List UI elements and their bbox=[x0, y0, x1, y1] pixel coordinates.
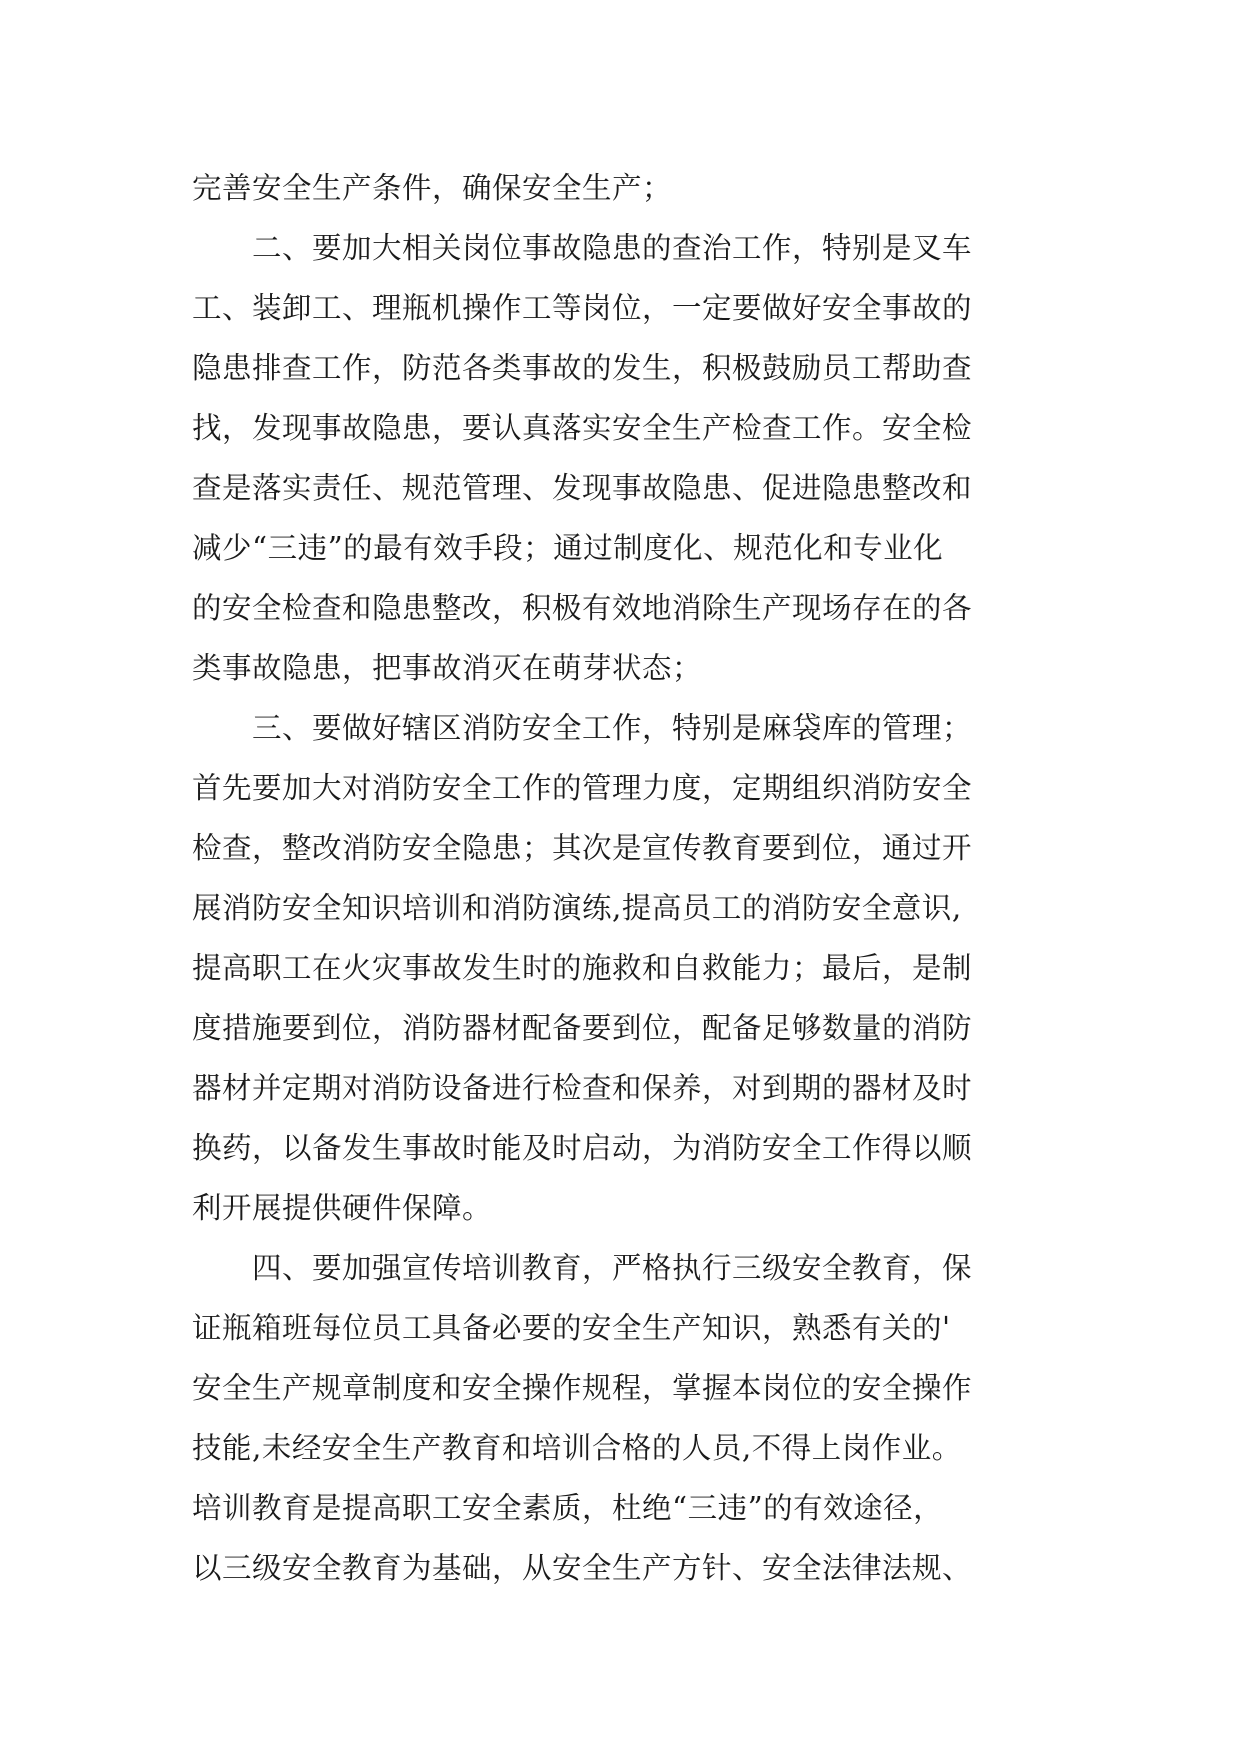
text-line: 隐患排查工作，防范各类事故的发生，积极鼓励员工帮助查 bbox=[192, 351, 973, 385]
text-line: 证瓶箱班每位员工具备必要的安全生产知识，熟悉有关的' bbox=[192, 1311, 951, 1345]
text-line: 工、装卸工、理瓶机操作工等岗位，一定要做好安全事故的 bbox=[192, 291, 973, 325]
text-line: 度措施要到位，消防器材配备要到位，配备足够数量的消防 bbox=[192, 1011, 973, 1045]
text-line: 找，发现事故隐患，要认真落实安全生产检查工作。安全检 bbox=[192, 411, 973, 445]
text-line: 首先要加大对消防安全工作的管理力度，定期组织消防安全 bbox=[192, 771, 973, 805]
text-line: 技能,未经安全生产教育和培训合格的人员,不得上岗作业。 bbox=[192, 1431, 962, 1465]
text-line: 查是落实责任、规范管理、发现事故隐患、促进隐患整改和 bbox=[192, 471, 973, 505]
text-line: 减少“三违”的最有效手段；通过制度化、规范化和专业化 bbox=[192, 531, 944, 565]
paragraph-first-line: 四、要加强宣传培训教育，严格执行三级安全教育，保 bbox=[252, 1251, 973, 1285]
text-line: 的安全检查和隐患整改，积极有效地消除生产现场存在的各 bbox=[192, 591, 973, 625]
text-line: 完善安全生产条件，确保安全生产； bbox=[192, 171, 673, 205]
text-line: 利开展提供硬件保障。 bbox=[192, 1191, 493, 1225]
document-body bbox=[192, 158, 1072, 1598]
text-line: 器材并定期对消防设备进行检查和保养，对到期的器材及时 bbox=[192, 1071, 973, 1105]
text-line: 换药，以备发生事故时能及时启动，为消防安全工作得以顺 bbox=[192, 1131, 973, 1165]
text-line: 安全生产规章制度和安全操作规程，掌握本岗位的安全操作 bbox=[192, 1371, 973, 1405]
text-line: 以三级安全教育为基础，从安全生产方针、安全法律法规、 bbox=[192, 1551, 973, 1585]
text-line: 类事故隐患，把事故消灭在萌芽状态； bbox=[192, 651, 703, 685]
text-line: 提高职工在火灾事故发生时的施救和自救能力；最后，是制 bbox=[192, 951, 973, 985]
text-line: 检查，整改消防安全隐患；其次是宣传教育要到位，通过开 bbox=[192, 831, 973, 865]
text-line: 展消防安全知识培训和消防演练,提高员工的消防安全意识, bbox=[192, 891, 962, 925]
text-line: 培训教育是提高职工安全素质，杜绝“三违”的有效途径， bbox=[192, 1491, 944, 1525]
paragraph-first-line: 二、要加大相关岗位事故隐患的查治工作，特别是叉车 bbox=[252, 231, 973, 265]
paragraph-first-line: 三、要做好辖区消防安全工作，特别是麻袋库的管理； bbox=[252, 711, 973, 745]
